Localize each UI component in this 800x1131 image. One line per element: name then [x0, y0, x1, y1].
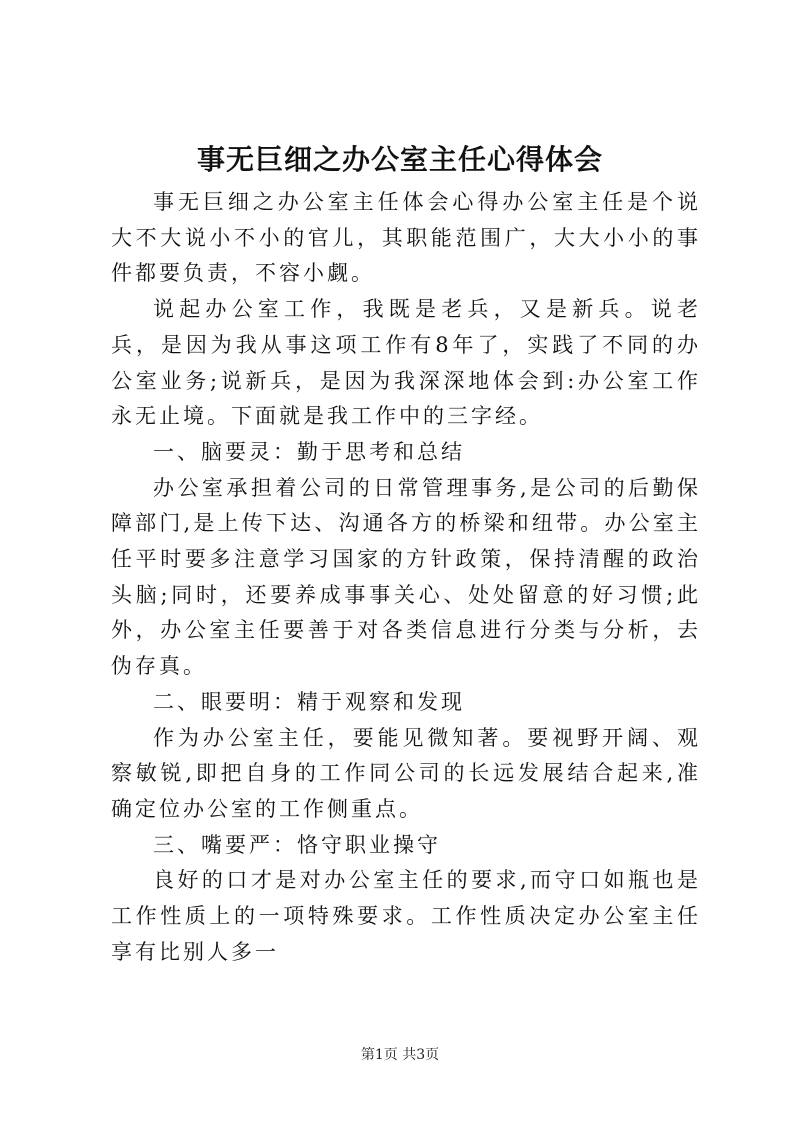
- paragraph-section-3: 良好的口才是对办公室主任的要求,而守口如瓶也是工作性质上的一项特殊要求。工作性质决定办公室主任享有比别人多一: [111, 868, 701, 964]
- paragraph-section-1: 办公室承担着公司的日常管理事务,是公司的后勤保障部门,是上传下达、沟通各方的桥梁和纽带。办公室主任平时要多注意学习国家的方针政策，保持清醒的政治头脑;同时，还要养成事事关心、处处留意的好习惯;此外，办公室主任要善于对各类信息进行分类与分析，去伪存真。: [111, 475, 701, 679]
- section-heading-3: 三、嘴要严：恪守职业操守: [153, 832, 441, 857]
- paragraph-experience: 说起办公室工作，我既是老兵，又是新兵。说老兵，是因为我从事这项工作有8年了，实践了不同的办公室业务;说新兵，是因为我深深地体会到:办公室工作永无止境。下面就是我工作中的三字经。: [111, 297, 701, 429]
- paragraph-section-2: 作为办公室主任，要能见微知著。要视野开阔、观察敏锐,即把自身的工作同公司的长远发展结合起来,准确定位办公室的工作侧重点。: [111, 725, 701, 821]
- section-heading-1: 一、脑要灵：勤于思考和总结: [153, 439, 465, 464]
- page-number-footer: 第1页 共3页: [360, 1047, 440, 1063]
- section-heading-2: 二、眼要明：精于观察和发现: [153, 689, 465, 714]
- paragraph-intro: 事无巨细之办公室主任体会心得办公室主任是个说大不大说小不小的官儿，其职能范围广，大大小小的事件都要负责，不容小觑。: [111, 190, 701, 286]
- document-title: 事无巨细之办公室主任心得体会: [196, 143, 603, 176]
- document-body: [111, 185, 701, 970]
